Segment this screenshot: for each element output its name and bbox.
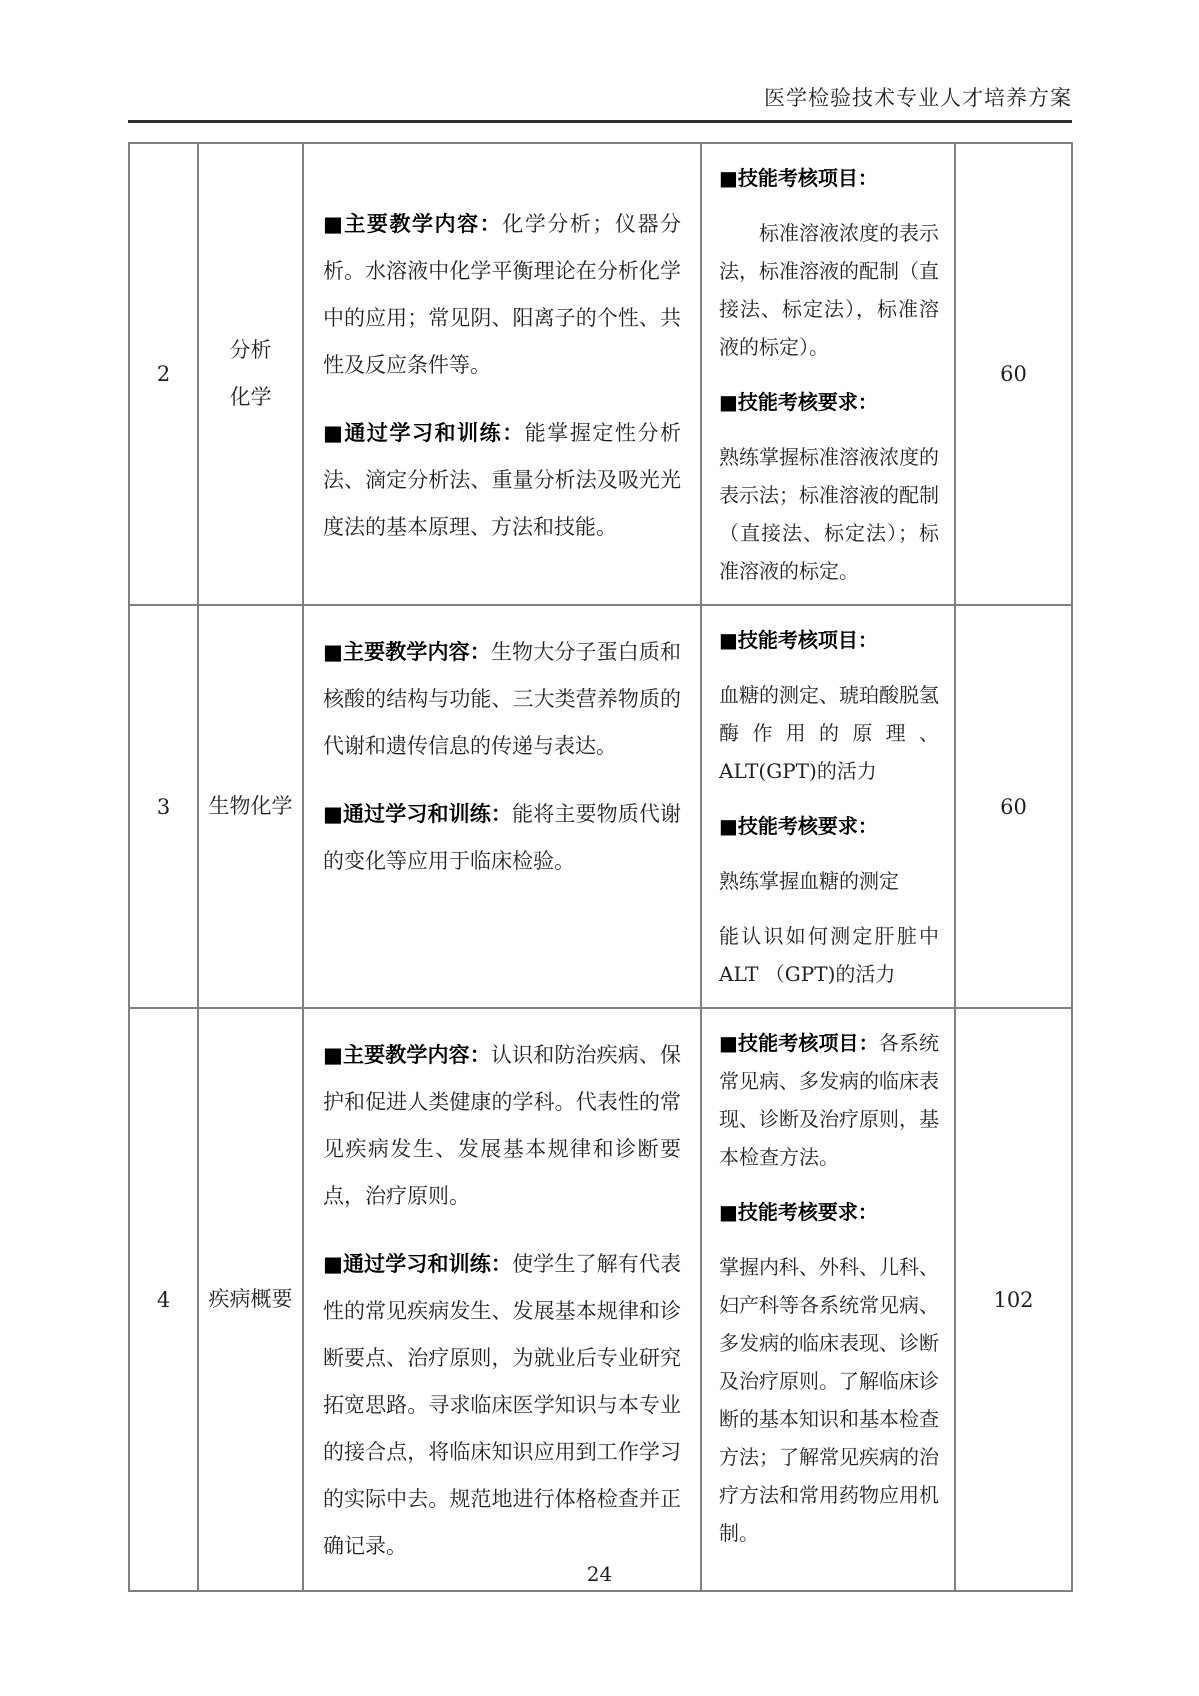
row-number: 4 [130,1009,199,1590]
table-row [130,1009,1071,1590]
paragraph: ■主要教学内容：化学分析；仪器分析。水溶液中化学平衡理论在分析化学中的应用；常见阴、阳离子的个性、共性及反应条件等。 [323,210,682,377]
paragraph: 熟练掌握标准溶液浓度的表示法；标准溶液的配制（直接法、标定法）；标准溶液的标定。 [719,445,939,583]
paragraph-label: ■通过学习和训练： [323,801,513,826]
paragraph: ■通过学习和训练：使学生了解有代表性的常见疾病发生、发展基本规律和诊断要点、治疗原则，为就业后专业研究拓宽思路。寻求临床医学知识与本专业的接合点，将临床知识应用到工作学习的实际中去。规范地进行体格检查并正确记录。 [323,1251,682,1558]
paragraph [719,621,939,659]
paragraph [719,807,939,845]
hours-cell [956,606,1071,1007]
paragraph-label: ■技能考核要求： [719,1200,878,1224]
paragraph-label: ■技能考核要求： [719,390,878,414]
hours-cell [956,1009,1071,1590]
teaching-content-cell [304,1009,702,1590]
paragraph: ■主要教学内容：认识和防治疾病、保护和促进人类健康的学科。代表性的常见疾病发生、发展基本规律和诊断要点，治疗原则。 [323,1042,681,1208]
row-number: 2 [130,144,199,604]
paragraph-label: ■主要教学内容： [323,639,491,664]
paragraph: ■通过学习和训练：能掌握定性分析法、滴定分析法、重量分析法及吸光光度法的基本原理、方法和技能。 [323,419,681,539]
course-name-line: 化学 [229,385,272,409]
paragraph-label: ■技能考核要求： [719,814,878,838]
course-table [128,142,1073,1592]
course-name-line: 疾病概要 [208,1287,293,1311]
paragraph-label: ■技能考核项目： [719,628,878,652]
paragraph: 熟练掌握血糖的测定 [719,869,899,893]
paragraph-label: ■主要教学内容： [323,1042,491,1067]
teaching-content-cell [304,144,702,604]
course-name-cell [199,144,304,604]
paragraph: 掌握内科、外科、儿科、妇产科等各系统常见病、多发病的临床表现、诊断及治疗原则。了解临床诊断的基本知识和基本检查方法；了解常见疾病的治疗方法和常用药物应用机制。 [719,1255,939,1545]
paragraph: 标准溶液浓度的表示法，标准溶液的配制（直接法、标定法），标准溶液的标定）。 [719,221,939,359]
paragraph-label: ■通过学习和训练： [323,419,525,445]
paragraph: ■通过学习和训练：能将主要物质代谢的变化等应用于临床检验。 [323,801,682,873]
course-name [230,327,272,421]
course-name-cell [199,606,304,1007]
skill-assessment-cell [702,606,956,1007]
paragraph: 能认识如何测定肝脏中ALT （GPT)的活力 [719,924,939,986]
paragraph-label: ■主要教学内容： [323,210,503,236]
paragraph-label: ■技能考核项目： [719,166,878,190]
teaching-content-cell [304,606,702,1007]
paragraph: ■技能考核项目：各系统常见病、多发病的临床表现、诊断及治疗原则，基本检查方法。 [719,1031,939,1169]
course-name-cell [199,1009,304,1590]
course-name [209,1276,293,1323]
hours-cell [956,144,1071,604]
course-name [209,783,293,830]
course-name-line: 生物化学 [208,794,293,818]
table-row [130,144,1071,606]
hours-value: 102 [993,1287,1034,1312]
row-number: 3 [130,606,199,1007]
paragraph [719,159,939,197]
page-number: 24 [586,1562,613,1586]
paragraph-label: ■通过学习和训练： [323,1251,513,1276]
skill-assessment-cell [702,144,956,604]
page-header-title: 医学检验技术专业人才培养方案 [128,82,1072,123]
paragraph: 血糖的测定、琥珀酸脱氢酶作用的原理、ALT(GPT)的活力 [719,683,939,783]
skill-assessment-cell [702,1009,956,1590]
course-table-body [130,144,1071,1590]
paragraph [719,1193,939,1231]
paragraph [719,383,939,421]
paragraph: ■主要教学内容：生物大分子蛋白质和核酸的结构与功能、三大类营养物质的代谢和遗传信息的传递与表达。 [323,639,681,758]
table-row [130,606,1071,1009]
hours-value: 60 [1000,362,1027,386]
hours-value: 60 [1000,794,1027,819]
course-name-line: 分析 [229,338,272,362]
paragraph-label: ■技能考核项目： [719,1031,879,1055]
